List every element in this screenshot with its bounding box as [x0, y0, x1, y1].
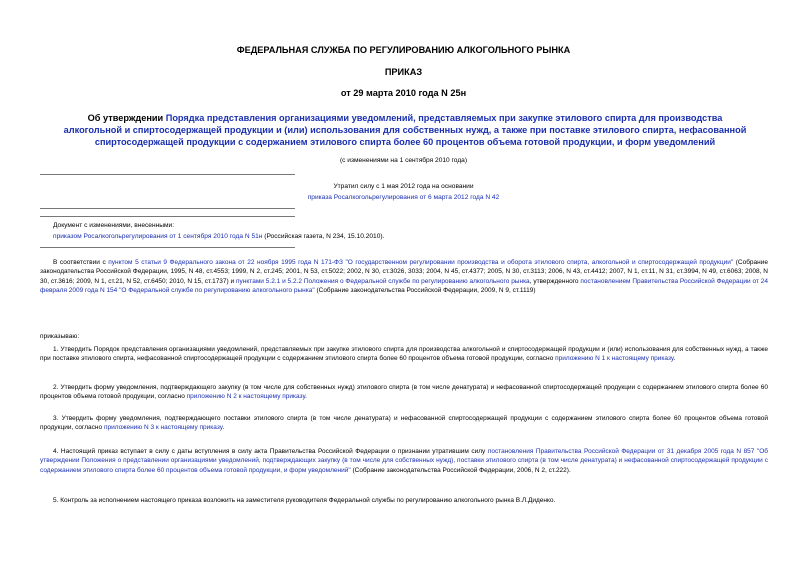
- changes-link[interactable]: приказом Росалкогольрегулирования от 1 сентября 2010 года N 51н: [53, 233, 263, 240]
- item-3-link[interactable]: приложению N 3 к настоящему приказу: [103, 424, 223, 432]
- item-4-link[interactable]: постановления Правительства Российской Федерации от 31 декабря 2005 года N 857 "Об утверждении Положения о представлении организациями уведомлений, подтверждающих закупку (в том числе для собственных нужд), поставки этилового спирта (в том числе денатурата) и нефасованной спиртосодержащей продукции с содержанием этилового спирта более 60 процентов объема готовой продукции, и форм уведомлений": [40, 448, 768, 474]
- item-3: [40, 414, 768, 433]
- item-2-link[interactable]: приложению N 2 к настоящему приказу: [186, 393, 306, 401]
- title-link[interactable]: Порядка представления организациями уведомлений, представляемых при закупке этилового спирта для производства алкогольной и спиртосодержащей продукции и (или) использования для собственных нужд, а также при поставке этилового спирта, нефасованной спиртосодержащей продукции с содержанием этилового спирта более 60 процентов объема готовой продукции, и форм уведомлений: [63, 113, 747, 147]
- item-2-end: .: [305, 393, 307, 401]
- item-1: [40, 345, 768, 364]
- item-4-text: 4. Настоящий приказ вступает в силу с даты вступления в силу акта Правительства Российской Федерации о признании утратившим силу: [53, 448, 488, 455]
- item-4: [40, 447, 768, 475]
- agency-name: ФЕДЕРАЛЬНАЯ СЛУЖБА ПО РЕГУЛИРОВАНИЮ АЛКОГОЛЬНОГО РЫНКА: [236, 45, 571, 55]
- preamble: [40, 258, 768, 296]
- divider: [40, 216, 295, 217]
- preamble-text-4: (Собрание законодательства Российской Федерации, 2009, N 9, ст.1119): [314, 287, 536, 295]
- divider: [40, 247, 295, 248]
- preamble-text-1: В соответствии с: [53, 259, 109, 266]
- item-3-end: .: [222, 424, 225, 432]
- doc-date-number: от 29 марта 2010 года N 25н: [340, 88, 467, 98]
- changes-label: Документ с изменениями, внесенными:: [53, 222, 175, 229]
- item-1-text: 1. Утвердить Порядок представления организациями уведомлений, представляемых при закупке этилового спирта для производства алкогольной и спиртосодержащей продукции и (или) использования для собственных нужд, а также при поставке этилового спирта, нефасованной спиртосодержащей продукции с содержанием этилового спирта более 60 процентов объема готовой продукции, согласно: [40, 346, 768, 363]
- doc-type: ПРИКАЗ: [384, 67, 423, 77]
- lost-force-note: Утратил силу с 1 мая 2012 года на основании: [333, 183, 474, 190]
- document-title: [60, 113, 750, 148]
- divider: [40, 174, 295, 175]
- preamble-text-3: , утвержденного: [529, 277, 581, 285]
- preamble-link-law[interactable]: пунктом 5 статьи 9 Федерального закона от 22 ноября 1995 года N 171-ФЗ "О государственном регулировании производства и оборота этилового спирта, алкогольной и спиртосодержащей продукции": [108, 259, 734, 266]
- preamble-link-resolution[interactable]: постановлением Правительства Российской Федерации от 24 февраля 2009 года N 154 "О Федеральной службе по регулированию алкогольного рынка": [40, 277, 768, 295]
- order-word: приказываю:: [40, 333, 80, 340]
- divider: [40, 208, 295, 209]
- preamble-link-regulation[interactable]: пунктами 5.2.1 и 5.2.2 Положения о Федеральной службе по регулированию алкогольного рынка: [236, 277, 530, 285]
- title-prefix: Об утверждении: [87, 113, 166, 123]
- changes-line: [53, 233, 753, 242]
- item-3-text: 3. Утвердить форму уведомления, подтверждающего поставки этилового спирта (в том числе денатурата) и нефасованной спиртосодержащей продукции с содержанием этилового спирта более 60 процентов объема готовой продукции, согласно: [40, 415, 768, 432]
- changes-tail: (Российская газета, N 234, 15.10.2010).: [262, 233, 385, 240]
- item-5: 5. Контроль за исполнением настоящего приказа возложить на заместителя руководителя Федеральной службы по регулированию алкогольного рынка В.Л.Диденко.: [53, 497, 556, 504]
- preamble-text-2: (Собрание законодательства Российской Федерации, 1995, N 48, ст.4553; 1999, N 2, ст.245; 2001, N 53, ст.5022; 2002, N 30, ст.3026, 3033; 2004, N 45, ст.4377; 2005, N 30, ст.3113; 2006, N 43, ст.4412; 2007, N 1, ст.11, N 31, ст.3994, N 49, ст.6063; 2008, N 30, ст.3616; 2009, N 1, ст.21, N 52, ст.6450; 2010, N 15, ст.1737) и: [40, 259, 768, 285]
- item-1-end: .: [673, 355, 676, 363]
- item-2: [40, 383, 768, 402]
- lost-force-link[interactable]: приказа Росалкогольрегулирования от 6 марта 2012 года N 42: [307, 194, 500, 201]
- item-1-link[interactable]: приложению N 1 к настоящему приказу: [555, 355, 674, 363]
- item-4-end: (Собрание законодательства Российской Федерации, 2006, N 2, ст.222).: [350, 466, 571, 474]
- revision-note: (с изменениями на 1 сентября 2010 года): [339, 157, 468, 164]
- item-2-text: 2. Утвердить форму уведомления, подтверждающего закупку (в том числе для собственных нужд) этилового спирта (в том числе денатурата) и нефасованной спиртосодержащей продукции с содержанием этилового спирта более 60 процентов объема готовой продукции, согласно: [40, 384, 768, 401]
